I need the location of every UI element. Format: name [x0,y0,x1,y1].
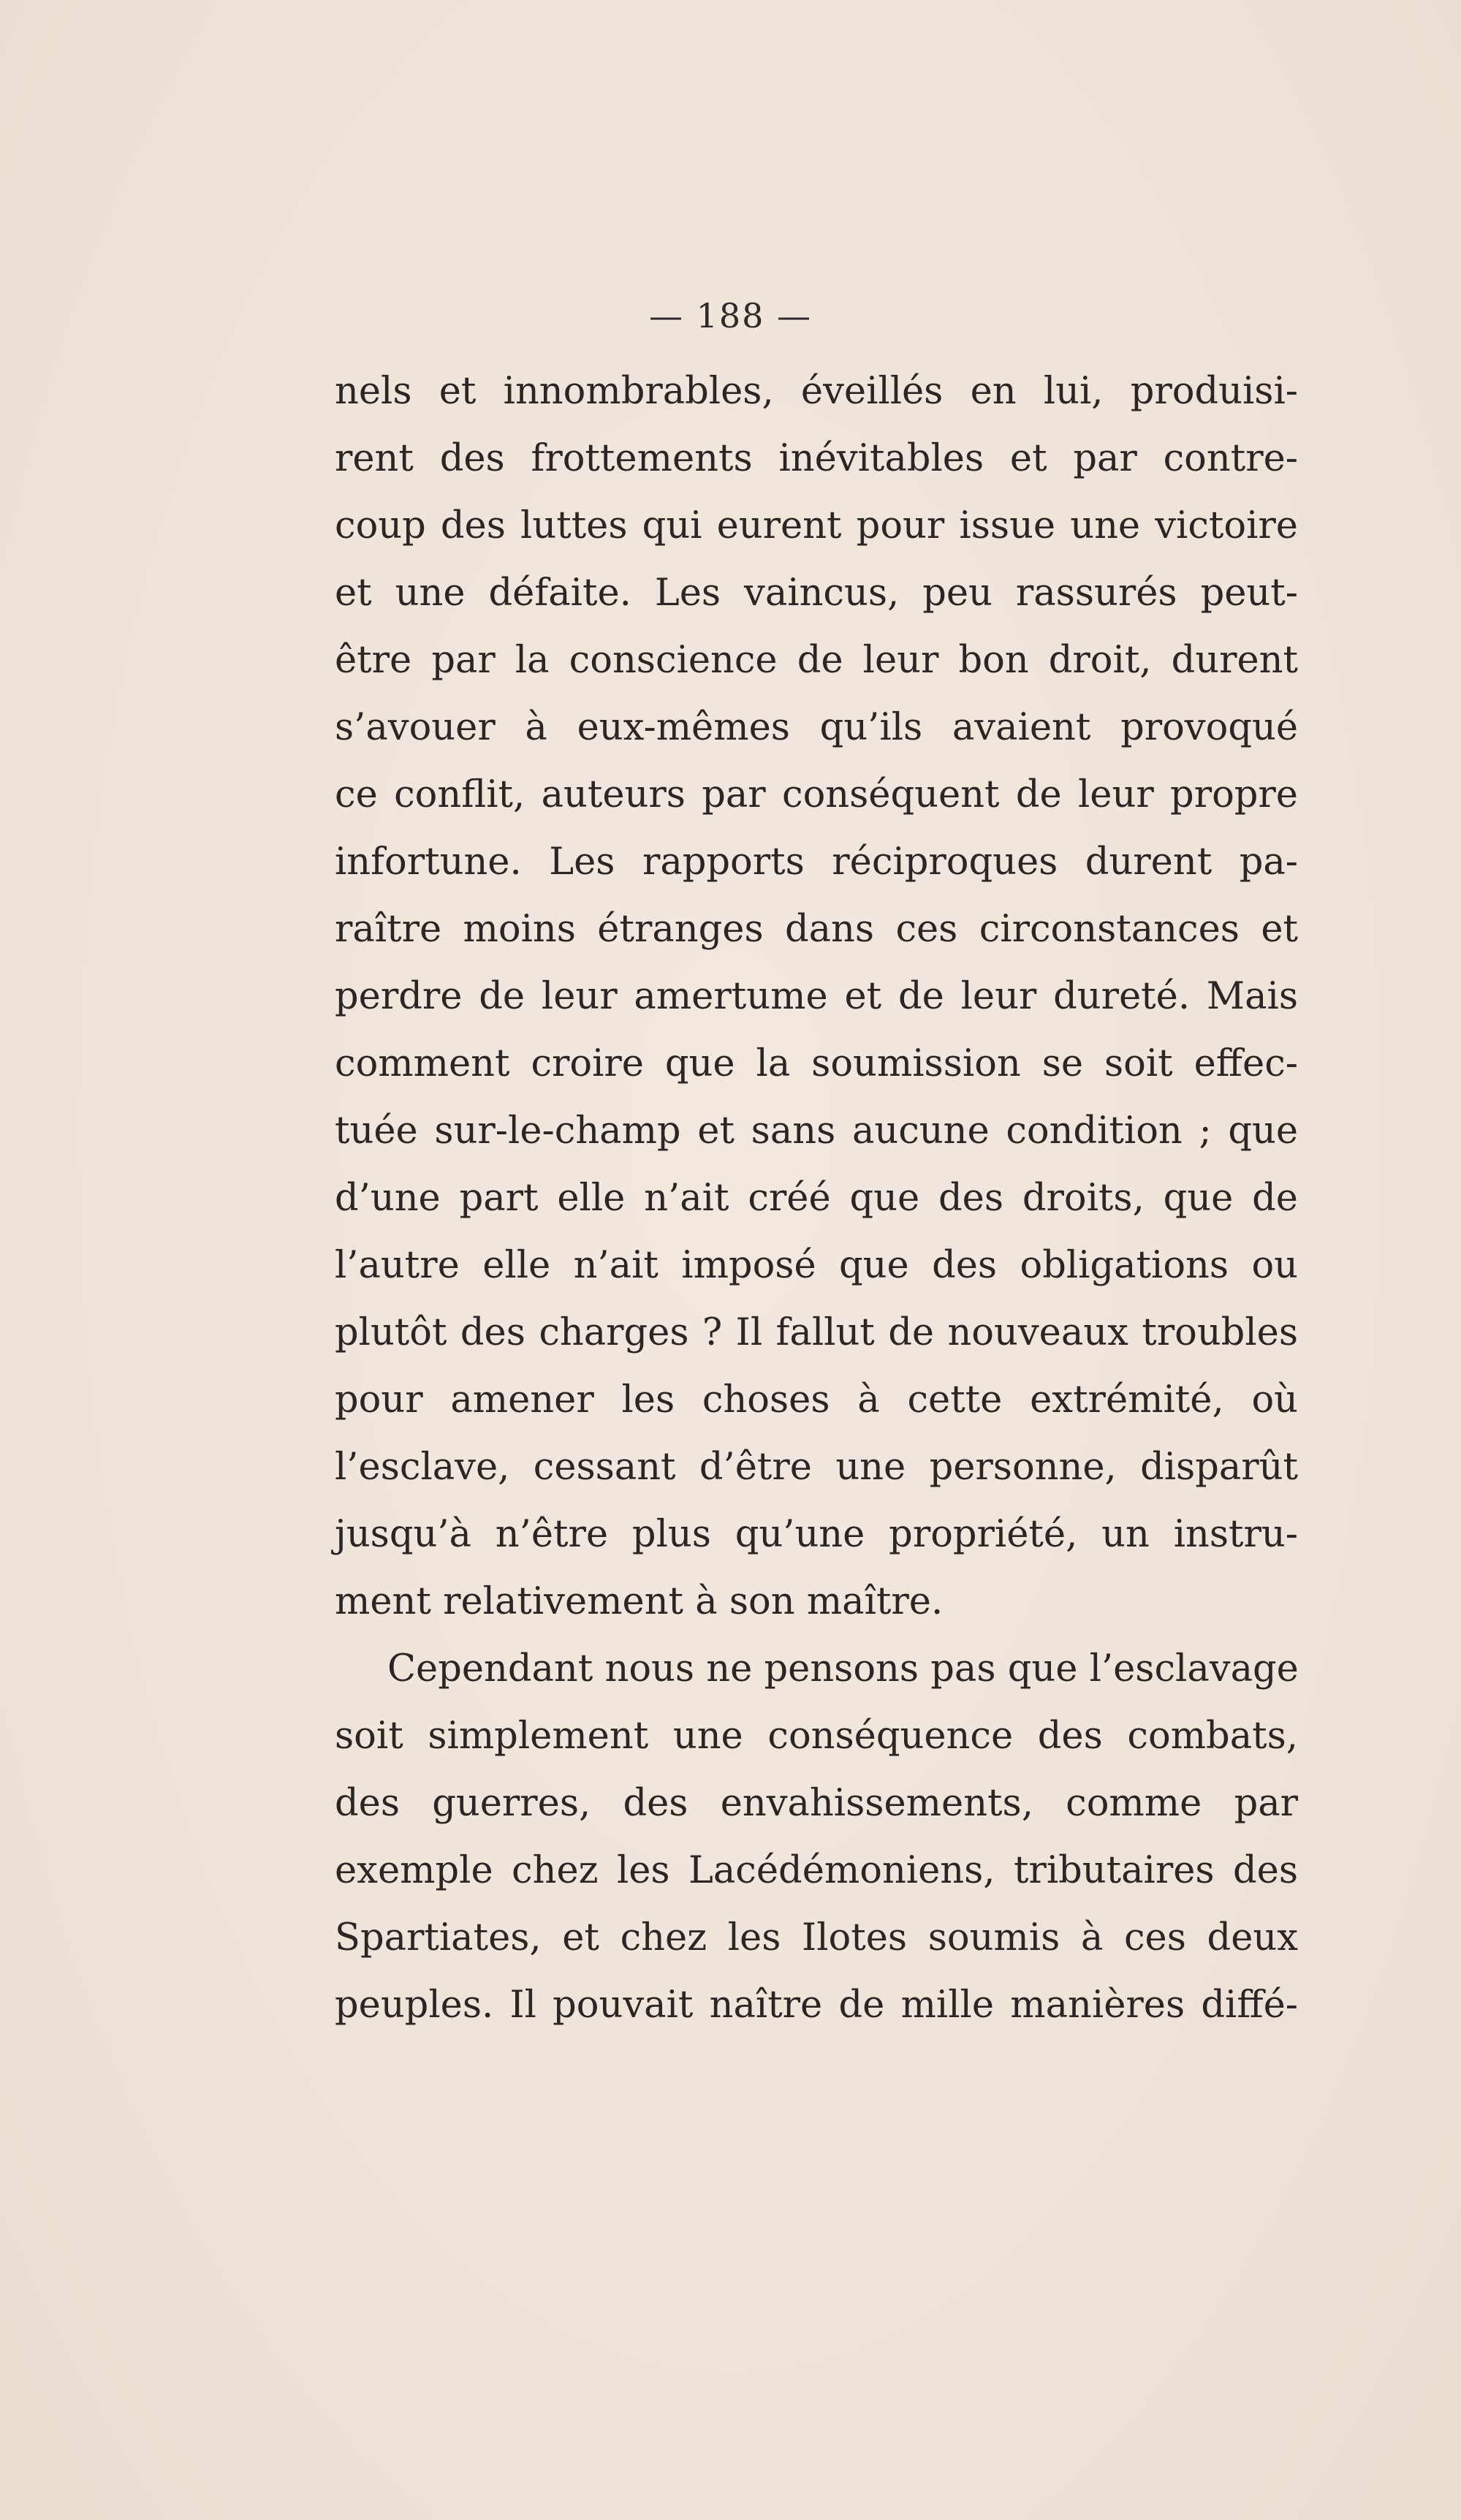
text-line: rent des frottements inévitables et par contre- [335,437,1298,480]
text-line: et une défaite. Les vaincus, peu rassurés peut- [335,572,1298,615]
text-line: ce conflit, auteurs par conséquent de leur propre [335,773,1298,816]
paragraph-end-line: ment relativement à son maître. [335,1580,944,1623]
text-line: pour amener les choses à cette extrémité, où [335,1378,1298,1422]
text-line: nels et innombrables, éveillés en lui, produisi- [335,370,1298,413]
text-line: perdre de leur amertume et de leur dureté. Mais [335,975,1298,1018]
text-line: être par la conscience de leur bon droit, durent [335,639,1298,682]
text-line: jusqu’à n’être plus qu’une propriété, un instru- [335,1513,1298,1556]
text-line: d’une part elle n’ait créé que des droits, que de [335,1177,1298,1220]
text-line: s’avouer à eux-mêmes qu’ils avaient provoqué [335,706,1298,749]
text-line: l’autre elle n’ait imposé que des obligations ou [335,1244,1298,1287]
text-line: tuée sur-le-champ et sans aucune condition ; que [335,1109,1298,1153]
text-line: Spartiates, et chez les Ilotes soumis à ces deux [335,1916,1298,1959]
text-line: comment croire que la soumission se soit effec- [335,1042,1298,1085]
text-line: exemple chez les Lacédémoniens, tributaires des [335,1849,1298,1892]
text-line: plutôt des charges ? Il fallut de nouveaux troubles [335,1311,1298,1354]
text-line: des guerres, des envahissements, comme par [335,1782,1298,1825]
text-line: l’esclave, cessant d’être une personne, disparût [335,1446,1298,1489]
body-text [335,358,1298,2039]
text-line: soit simplement une conséquence des combats, [335,1715,1298,1758]
text-line: raître moins étranges dans ces circonstances et [335,908,1298,951]
page-number: — 188 — [648,296,813,335]
paragraph-start-line: Cependant nous ne pensons pas que l’esclavage [387,1647,1299,1690]
text-line: infortune. Les rapports réciproques durent pa- [335,840,1298,884]
text-line: coup des luttes qui eurent pour issue une victoire [335,504,1298,547]
text-line: peuples. Il pouvait naître de mille manières diffé- [335,1984,1298,2027]
